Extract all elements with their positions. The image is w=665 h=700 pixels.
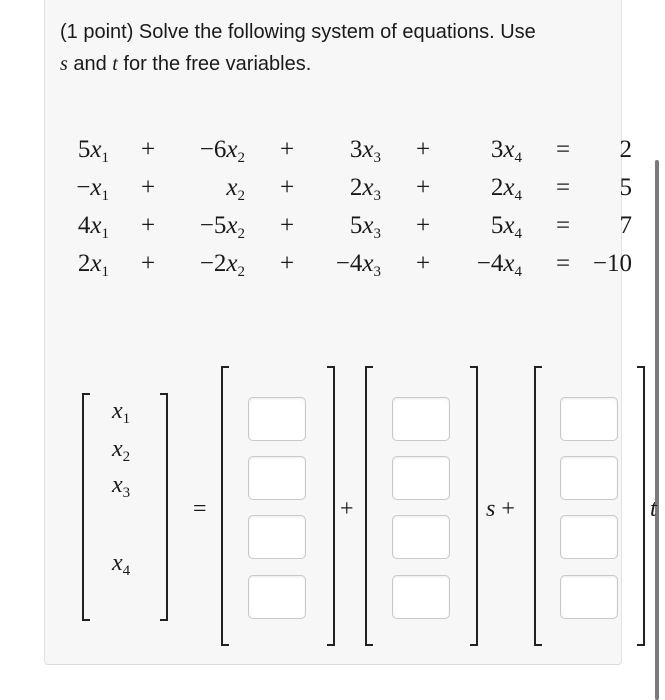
term-r3-x1: $4x_1$: [77, 212, 109, 242]
equation-system: [0, 0, 665, 300]
var-x3: $x_3$: [112, 472, 131, 501]
t-vector-right-bracket: [637, 366, 645, 646]
var-x4: $x_4$: [112, 550, 131, 579]
problem-and: and: [67, 53, 113, 75]
rhs-r1: 2: [619, 136, 632, 163]
plus-r2-1: +: [140, 174, 156, 201]
const-vector-right-bracket: [327, 366, 335, 646]
answer-input-const-4[interactable]: [248, 575, 306, 619]
plus-r1-2: +: [279, 136, 295, 163]
t-multiplier: t: [650, 496, 657, 522]
term-r3-x2: $-5x_2$: [199, 212, 245, 242]
t-vector-left-bracket: [534, 366, 542, 646]
answer-input-t-3[interactable]: [560, 515, 618, 559]
plus-r4-2: +: [279, 250, 295, 277]
term-r2-x4: $2x_4$: [490, 174, 522, 204]
var-vector-left-bracket: [82, 393, 90, 621]
rhs-r2: 5: [619, 174, 632, 201]
answer-input-const-3[interactable]: [248, 515, 306, 559]
s-multiplier: s +: [486, 496, 515, 522]
answer-input-s-1[interactable]: [392, 397, 450, 441]
var-x2: $x_2$: [112, 436, 131, 465]
plus-r1-1: +: [140, 136, 156, 163]
term-r1-x3: $3x_3$: [349, 136, 381, 166]
plus-r3-1: +: [140, 212, 156, 239]
plus-r3-2: +: [279, 212, 295, 239]
term-r4-x1: $2x_1$: [77, 250, 109, 280]
answer-input-t-1[interactable]: [560, 397, 618, 441]
term-r4-x4: $-4x_4$: [476, 250, 522, 280]
answer-input-t-2[interactable]: [560, 456, 618, 500]
equals-r4: =: [555, 250, 571, 277]
const-vector-left-bracket: [221, 366, 229, 646]
rhs-r4: −10: [592, 250, 632, 277]
term-r1-x4: $3x_4$: [490, 136, 522, 166]
term-r3-x4: $5x_4$: [490, 212, 522, 242]
term-r3-x3: $5x_3$: [349, 212, 381, 242]
answer-input-s-3[interactable]: [392, 515, 450, 559]
problem-suffix: for the free variables.: [117, 53, 312, 75]
free-var-s: s: [60, 53, 68, 75]
equals-r3: =: [555, 212, 571, 239]
var-vector-right-bracket: [160, 393, 168, 621]
answer-input-s-2[interactable]: [392, 456, 450, 500]
answer-input-const-1[interactable]: [248, 397, 306, 441]
plus-r3-3: +: [415, 212, 431, 239]
term-r4-x3: $-4x_3$: [335, 250, 381, 280]
equals-r2: =: [555, 174, 571, 201]
plus-r4-1: +: [140, 250, 156, 277]
plus-r1-3: +: [415, 136, 431, 163]
answer-input-t-4[interactable]: [560, 575, 618, 619]
term-r1-x2: $-6x_2$: [199, 136, 245, 166]
s-vector-left-bracket: [365, 366, 373, 646]
term-r2-x2: $x_2$: [226, 174, 245, 204]
vector-equals: =: [193, 496, 207, 522]
var-x1: $x_1$: [112, 398, 131, 427]
plus-r2-2: +: [279, 174, 295, 201]
term-r2-x3: $2x_3$: [349, 174, 381, 204]
problem-prefix: (1 point) Solve the following system of equations. Use: [60, 21, 536, 43]
plus-r4-3: +: [415, 250, 431, 277]
s-vector-right-bracket: [470, 366, 478, 646]
answer-input-s-4[interactable]: [392, 575, 450, 619]
equals-r1: =: [555, 136, 571, 163]
term-r4-x2: $-2x_2$: [199, 250, 245, 280]
term-r2-x1: $-x_1$: [76, 174, 109, 204]
plus-r2-3: +: [415, 174, 431, 201]
rhs-r3: 7: [619, 212, 632, 239]
term-r1-x1: $5x_1$: [77, 136, 109, 166]
free-var-t: t: [112, 53, 118, 75]
vector-plus-1: +: [340, 496, 354, 522]
answer-input-const-2[interactable]: [248, 456, 306, 500]
